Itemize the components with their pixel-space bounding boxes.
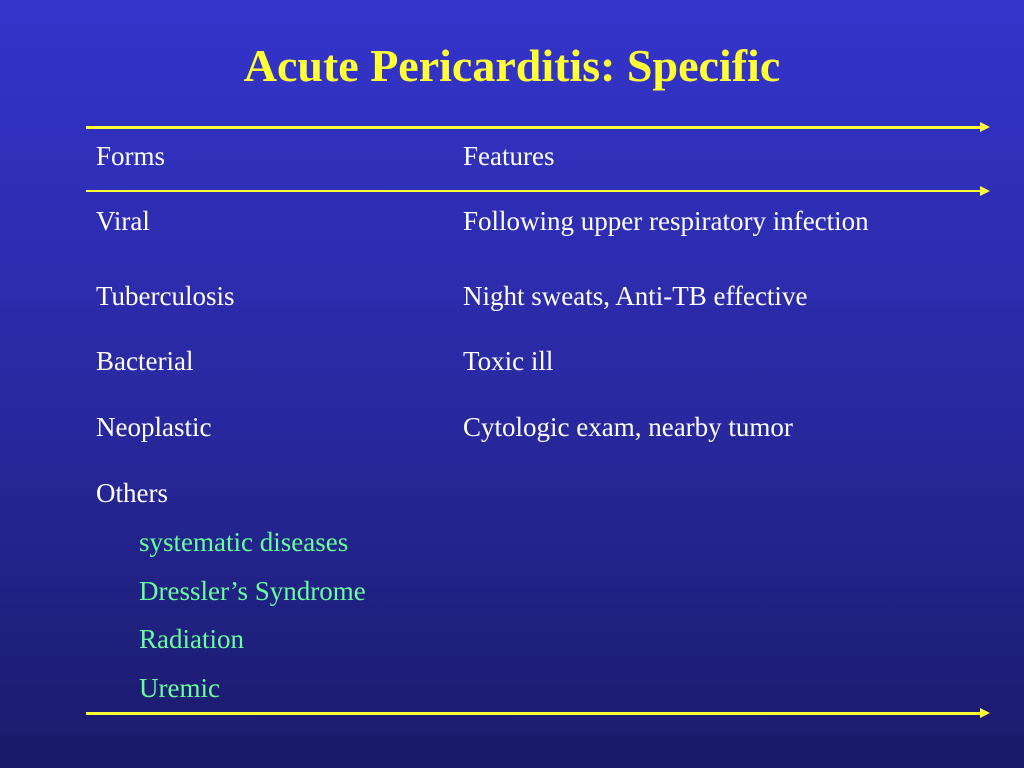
others-item-uremic: Uremic (139, 673, 220, 703)
form-viral: Viral (96, 206, 150, 236)
feature-tuberculosis: Night sweats, Anti-TB effective (463, 281, 808, 311)
bottom-divider-arrow (86, 712, 980, 715)
feature-viral: Following upper respiratory infection (463, 206, 869, 236)
features-header: Features (463, 141, 555, 171)
top-divider-arrow (86, 126, 980, 129)
arrow-head-icon (980, 122, 990, 132)
arrow-head-icon (980, 708, 990, 718)
form-neoplastic: Neoplastic (96, 412, 212, 442)
forms-header: Forms (96, 141, 166, 171)
form-tuberculosis: Tuberculosis (96, 281, 235, 311)
header-divider-arrow (86, 190, 980, 192)
others-item-radiation: Radiation (139, 624, 244, 654)
others-item-systematic-diseases: systematic diseases (139, 527, 349, 557)
arrow-head-icon (980, 186, 990, 196)
form-others: Others (96, 478, 168, 508)
feature-neoplastic: Cytologic exam, nearby tumor (463, 412, 793, 442)
others-item-dresslers-syndrome: Dressler’s Syndrome (139, 576, 366, 606)
slide-title: Acute Pericarditis: Specific (243, 40, 781, 91)
form-bacterial: Bacterial (96, 346, 194, 376)
feature-bacterial: Toxic ill (463, 346, 554, 376)
